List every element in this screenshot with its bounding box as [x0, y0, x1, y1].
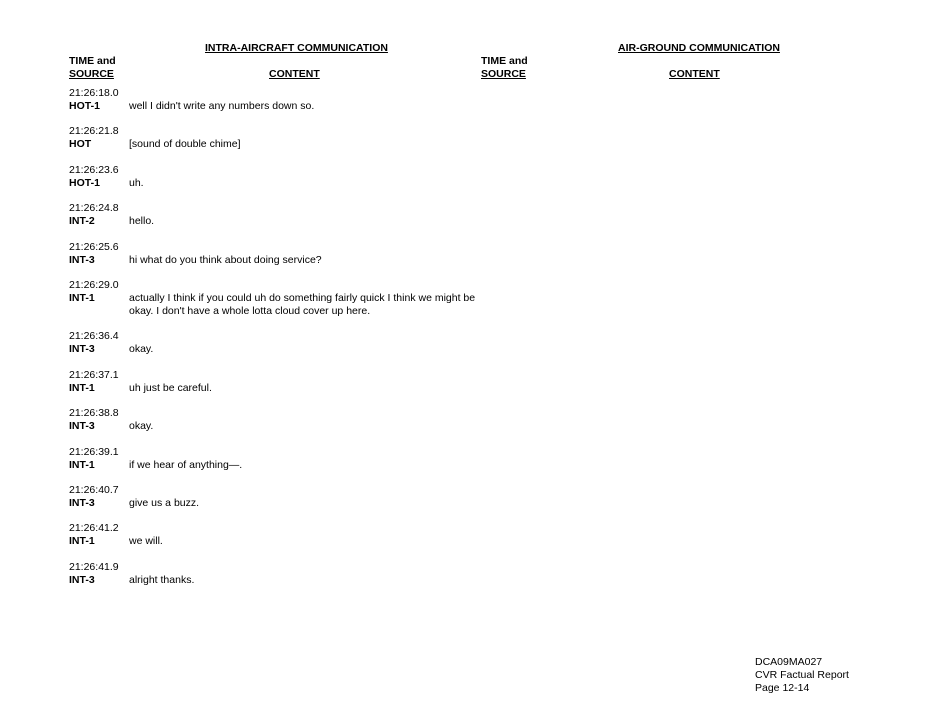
entry-text: actually I think if you could uh do something fairly quick I think we might be okay. I don't have a whole lotta cloud cover up here. — [129, 291, 476, 317]
entry-text: hello. — [129, 215, 155, 228]
entry-text: uh just be careful. — [129, 381, 212, 394]
entry-time: 21:26:25.6 — [69, 240, 119, 253]
intra-content-header: CONTENT — [269, 68, 320, 80]
entry-text: uh. — [129, 176, 144, 189]
air-ground-time-source-header — [481, 55, 528, 81]
transcript-entry — [69, 202, 489, 240]
entry-text: okay. — [129, 343, 154, 356]
transcript-entry — [69, 369, 489, 407]
intra-time-label: TIME and — [69, 55, 116, 67]
report-title: CVR Factual Report — [755, 669, 849, 681]
air-ground-source-label: SOURCE — [481, 68, 526, 80]
entry-text: give us a buzz. — [129, 496, 200, 509]
intra-time-source-header — [69, 55, 116, 81]
entry-speaker: INT-3 — [69, 496, 95, 509]
entry-text: we will. — [129, 535, 163, 548]
transcript-entry — [69, 407, 489, 445]
intra-aircraft-heading: INTRA-AIRCRAFT COMMUNICATION — [205, 42, 388, 54]
entry-text: [sound of double chime] — [129, 138, 241, 151]
page-footer — [755, 656, 849, 695]
air-ground-content-header: CONTENT — [669, 68, 720, 80]
transcript-entry — [69, 522, 489, 560]
air-ground-time-label: TIME and — [481, 55, 528, 67]
entry-speaker: INT-2 — [69, 215, 95, 228]
entry-time: 21:26:37.1 — [69, 368, 119, 381]
transcript-entry — [69, 241, 489, 279]
entry-speaker: INT-1 — [69, 291, 95, 304]
air-ground-heading: AIR-GROUND COMMUNICATION — [618, 42, 780, 54]
entry-time: 21:26:36.4 — [69, 330, 119, 343]
entry-text: okay. — [129, 420, 154, 433]
transcript-entry — [69, 446, 489, 484]
entry-time: 21:26:29.0 — [69, 278, 119, 291]
intra-source-label: SOURCE — [69, 68, 114, 80]
entry-speaker: INT-3 — [69, 420, 95, 433]
entry-speaker: INT-1 — [69, 381, 95, 394]
entry-speaker: INT-1 — [69, 458, 95, 471]
entry-time: 21:26:41.2 — [69, 522, 119, 535]
transcript-entry — [69, 330, 489, 368]
docket-number: DCA09MA027 — [755, 656, 823, 668]
entry-text: if we hear of anything—. — [129, 458, 243, 471]
entry-time: 21:26:18.0 — [69, 87, 119, 99]
entry-speaker: INT-1 — [69, 535, 95, 548]
entry-time: 21:26:24.8 — [69, 202, 119, 215]
entry-time: 21:26:23.6 — [69, 163, 119, 176]
page-number: Page 12-14 — [755, 682, 810, 694]
entry-time: 21:26:41.9 — [69, 560, 119, 573]
entry-text: hi what do you think about doing service? — [129, 253, 322, 266]
transcript-entry — [69, 279, 489, 330]
entry-time: 21:26:40.7 — [69, 483, 119, 496]
entry-time: 21:26:38.8 — [69, 407, 119, 420]
entry-speaker: INT-3 — [69, 343, 95, 356]
entry-time: 21:26:21.8 — [69, 125, 119, 138]
entry-speaker: INT-3 — [69, 573, 95, 586]
entry-time: 21:26:39.1 — [69, 445, 119, 458]
transcript-entry — [69, 561, 489, 599]
transcript-entry — [69, 87, 489, 125]
entry-text: alright thanks. — [129, 573, 195, 586]
transcript-entries — [69, 87, 489, 599]
entry-speaker: HOT-1 — [69, 100, 100, 112]
transcript-entry — [69, 164, 489, 202]
entry-speaker: HOT — [69, 138, 92, 151]
entry-speaker: HOT-1 — [69, 176, 100, 189]
entry-speaker: INT-3 — [69, 253, 95, 266]
entry-text: well I didn't write any numbers down so. — [129, 100, 315, 112]
transcript-entry — [69, 484, 489, 522]
transcript-entry — [69, 125, 489, 163]
